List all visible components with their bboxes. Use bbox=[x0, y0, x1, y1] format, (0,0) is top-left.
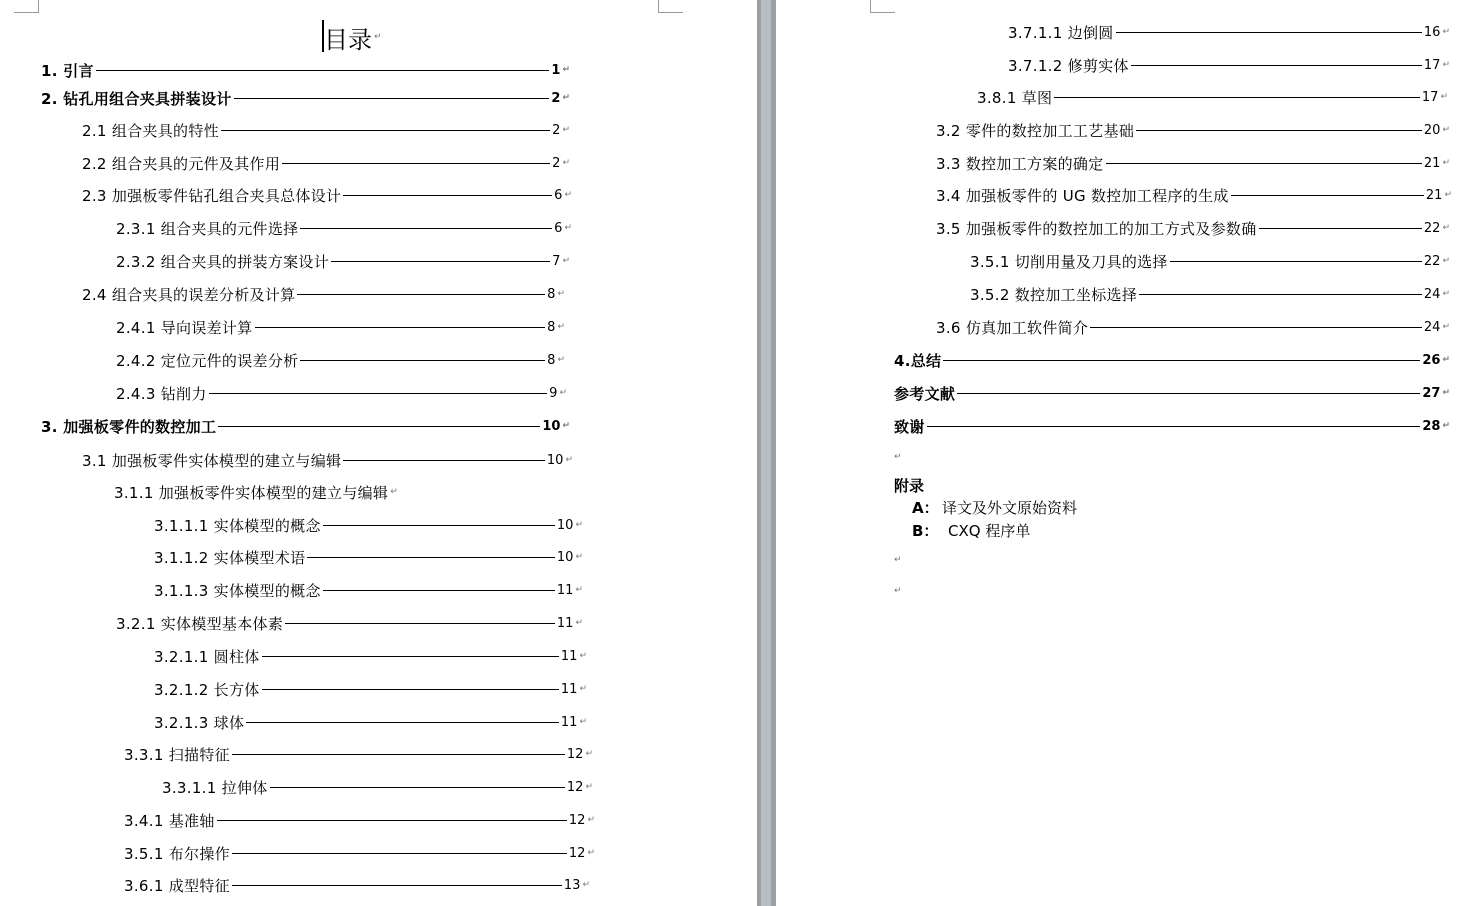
toc-entry-label: 2.2 组合夹具的元件及其作用 bbox=[82, 154, 281, 173]
crop-mark-top-left bbox=[14, 0, 39, 13]
toc-entry[interactable] bbox=[82, 119, 570, 141]
toc-page-number: 22 bbox=[1423, 220, 1441, 236]
toc-leader-line bbox=[246, 722, 559, 723]
paragraph-mark: ↵ bbox=[582, 880, 590, 890]
toc-page-number: 12 bbox=[566, 746, 584, 762]
toc-page-number: 21 bbox=[1425, 187, 1443, 203]
toc-entry-label: 1. 引言 bbox=[41, 61, 94, 80]
paragraph-mark: ↵ bbox=[1442, 256, 1450, 266]
paragraph-mark: ↵ bbox=[579, 717, 587, 727]
toc-entry-label: 4.总结 bbox=[894, 351, 942, 370]
toc-leader-line bbox=[957, 393, 1420, 394]
toc-leader-line bbox=[232, 754, 565, 755]
toc-leader-line bbox=[331, 261, 550, 262]
paragraph-mark: ↵ bbox=[1442, 355, 1450, 365]
toc-leader-line bbox=[300, 228, 552, 229]
toc-entry-label: 3.2.1 实体模型基本体素 bbox=[116, 614, 284, 633]
paragraph-mark: ↵ bbox=[562, 158, 570, 168]
toc-page-number: 28 bbox=[1422, 418, 1441, 434]
toc-leader-line bbox=[209, 393, 548, 394]
paragraph-mark: ↵ bbox=[1442, 421, 1450, 431]
toc-entry[interactable] bbox=[41, 415, 570, 437]
appendix-a-key: A： bbox=[912, 499, 939, 517]
toc-page-number: 9 bbox=[549, 385, 558, 401]
toc-page-number: 6 bbox=[554, 187, 563, 203]
toc-page-number: 10 bbox=[556, 549, 574, 565]
toc-page-number: 11 bbox=[560, 714, 578, 730]
toc-entry-label: 3.5 加强板零件的数控加工的加工方式及参数确 bbox=[936, 219, 1257, 238]
toc-entry-label: 3.2.1.3 球体 bbox=[154, 713, 245, 732]
toc-entry[interactable] bbox=[1008, 21, 1450, 43]
toc-page-number: 17 bbox=[1421, 89, 1439, 105]
toc-page-number: 8 bbox=[547, 352, 556, 368]
toc-entry[interactable] bbox=[114, 481, 430, 503]
toc-entry[interactable] bbox=[936, 152, 1450, 174]
gutter-shading bbox=[761, 0, 771, 906]
paragraph-mark: ↵ bbox=[575, 552, 583, 562]
toc-entry-label: 3.2 零件的数控加工工艺基础 bbox=[936, 121, 1135, 140]
paragraph-mark: ↵ bbox=[564, 190, 572, 200]
toc-leader-line bbox=[943, 360, 1420, 361]
toc-entry-label: 3.1.1.2 实体模型术语 bbox=[154, 548, 306, 567]
paragraph-mark: ↵ bbox=[1442, 322, 1450, 332]
paragraph-mark: ↵ bbox=[894, 452, 902, 462]
paragraph-mark: ↵ bbox=[390, 487, 398, 497]
paragraph-mark: ↵ bbox=[562, 256, 570, 266]
paragraph-mark: ↵ bbox=[1442, 158, 1450, 168]
paragraph-mark: ↵ bbox=[894, 586, 902, 596]
paragraph-mark: ↵ bbox=[587, 848, 595, 858]
paragraph-mark: ↵ bbox=[562, 421, 570, 431]
right-page bbox=[776, 0, 1464, 906]
toc-leader-line bbox=[343, 460, 545, 461]
toc-page-number: 12 bbox=[568, 812, 586, 828]
toc-entry[interactable] bbox=[82, 184, 572, 206]
toc-entry[interactable] bbox=[894, 349, 1450, 371]
toc-entry[interactable] bbox=[116, 217, 572, 239]
toc-leader-line bbox=[1054, 97, 1420, 98]
toc-entry-label: 3. 加强板零件的数控加工 bbox=[41, 417, 217, 436]
toc-entry[interactable] bbox=[154, 514, 583, 536]
paragraph-mark: ↵ bbox=[557, 322, 565, 332]
toc-entry-label: 3.5.2 数控加工坐标选择 bbox=[970, 285, 1138, 304]
toc-leader-line bbox=[323, 525, 555, 526]
toc-entry[interactable] bbox=[116, 349, 565, 371]
toc-entry-label: 3.4 加强板零件的 UG 数控加工程序的生成 bbox=[936, 186, 1229, 205]
toc-entry[interactable] bbox=[116, 612, 583, 634]
toc-page-number: 22 bbox=[1423, 253, 1441, 269]
paragraph-mark: ↵ bbox=[557, 355, 565, 365]
toc-leader-line bbox=[255, 327, 546, 328]
toc-entry-label: 2. 钻孔用组合夹具拼装设计 bbox=[41, 89, 232, 108]
toc-entry-label: 3.2.1.1 圆柱体 bbox=[154, 647, 260, 666]
toc-leader-line bbox=[270, 787, 565, 788]
paragraph-mark: ↵ bbox=[1444, 190, 1452, 200]
paragraph-mark: ↵ bbox=[559, 388, 567, 398]
toc-leader-line bbox=[234, 98, 550, 99]
toc-page-number: 20 bbox=[1423, 122, 1441, 138]
toc-entry-label: 3.1.1 加强板零件实体模型的建立与编辑 bbox=[114, 483, 389, 502]
toc-leader-line bbox=[218, 426, 540, 427]
toc-entry[interactable] bbox=[154, 579, 583, 601]
toc-page-number: 24 bbox=[1423, 319, 1441, 335]
paragraph-mark: ↵ bbox=[585, 749, 593, 759]
toc-entry-label: 2.4.3 钻削力 bbox=[116, 384, 207, 403]
toc-entry-label: 3.6.1 成型特征 bbox=[124, 876, 230, 895]
toc-entry-label: 3.4.1 基准轴 bbox=[124, 811, 215, 830]
toc-leader-line bbox=[297, 294, 545, 295]
paragraph-mark: ↵ bbox=[587, 815, 595, 825]
toc-page-number: 7 bbox=[552, 253, 561, 269]
toc-page-number: 10 bbox=[556, 517, 574, 533]
toc-page-number: 12 bbox=[566, 779, 584, 795]
toc-entry-label: 2.3.2 组合夹具的拼装方案设计 bbox=[116, 252, 330, 271]
toc-page-number: 24 bbox=[1423, 286, 1441, 302]
toc-leader-line bbox=[1259, 228, 1422, 229]
toc-entry[interactable] bbox=[936, 217, 1450, 239]
toc-entry[interactable] bbox=[154, 645, 587, 667]
toc-page-number: 11 bbox=[556, 582, 574, 598]
toc-entry-label: 致谢 bbox=[894, 417, 925, 436]
paragraph-mark: ↵ bbox=[1442, 27, 1450, 37]
toc-leader-line bbox=[307, 557, 554, 558]
toc-entry[interactable] bbox=[116, 382, 567, 404]
toc-page-number: 11 bbox=[556, 615, 574, 631]
toc-leader-line bbox=[927, 426, 1421, 427]
paragraph-mark: ↵ bbox=[557, 289, 565, 299]
paragraph-mark: ↵ bbox=[894, 555, 902, 565]
toc-page-number: 27 bbox=[1422, 385, 1441, 401]
toc-entry-label: 3.3 数控加工方案的确定 bbox=[936, 154, 1104, 173]
toc-entry-label: 3.1.1.1 实体模型的概念 bbox=[154, 516, 321, 535]
paragraph-mark: ↵ bbox=[575, 520, 583, 530]
paragraph-mark: ↵ bbox=[575, 585, 583, 595]
toc-leader-line bbox=[217, 820, 567, 821]
toc-page-number: 10 bbox=[542, 418, 561, 434]
toc-leader-line bbox=[282, 163, 550, 164]
toc-page-number: 12 bbox=[568, 845, 586, 861]
crop-mark-top-right bbox=[658, 0, 683, 13]
toc-entry-label: 3.5.1 布尔操作 bbox=[124, 844, 230, 863]
toc-page-number: 21 bbox=[1423, 155, 1441, 171]
toc-page-number: 1 bbox=[551, 62, 561, 78]
paragraph-mark: ↵ bbox=[575, 618, 583, 628]
toc-entry-label: 3.2.1.2 长方体 bbox=[154, 680, 260, 699]
toc-page-number: 2 bbox=[552, 155, 561, 171]
toc-entry[interactable] bbox=[154, 678, 587, 700]
toc-entry[interactable] bbox=[124, 842, 595, 864]
toc-page-number: 11 bbox=[560, 681, 578, 697]
toc-entry[interactable] bbox=[82, 449, 573, 471]
paragraph-mark: ↵ bbox=[562, 93, 570, 103]
toc-entry-label: 3.1 加强板零件实体模型的建立与编辑 bbox=[82, 451, 342, 470]
toc-entry-label: 3.1.1.3 实体模型的概念 bbox=[154, 581, 321, 600]
toc-leader-line bbox=[1116, 32, 1422, 33]
toc-leader-line bbox=[262, 656, 559, 657]
toc-entry[interactable] bbox=[1008, 54, 1450, 76]
toc-entry[interactable] bbox=[82, 283, 565, 305]
toc-page-number: 8 bbox=[547, 286, 556, 302]
toc-page-number: 6 bbox=[554, 220, 563, 236]
paragraph-mark: ↵ bbox=[1442, 289, 1450, 299]
paragraph-mark: ↵ bbox=[1442, 60, 1450, 70]
toc-entry[interactable] bbox=[894, 415, 1450, 437]
toc-leader-line bbox=[1139, 294, 1422, 295]
toc-entry[interactable] bbox=[970, 283, 1450, 305]
toc-leader-line bbox=[285, 623, 555, 624]
toc-entry-label: 2.3 加强板零件钻孔组合夹具总体设计 bbox=[82, 186, 342, 205]
toc-entry[interactable] bbox=[970, 250, 1450, 272]
toc-leader-line bbox=[343, 195, 552, 196]
toc-entry[interactable] bbox=[82, 152, 570, 174]
toc-entry[interactable] bbox=[977, 86, 1448, 108]
toc-page-number: 8 bbox=[547, 319, 556, 335]
paragraph-mark: ↵ bbox=[585, 782, 593, 792]
toc-entry[interactable] bbox=[894, 382, 1450, 404]
toc-page-number: 13 bbox=[563, 877, 581, 893]
toc-entry[interactable] bbox=[116, 250, 570, 272]
paragraph-mark: ↵ bbox=[579, 651, 587, 661]
toc-leader-line bbox=[1136, 130, 1422, 131]
toc-entry[interactable] bbox=[124, 743, 593, 765]
toc-page-number: 2 bbox=[551, 90, 561, 106]
toc-leader-line bbox=[1131, 65, 1422, 66]
toc-entry[interactable] bbox=[124, 874, 590, 896]
toc-entry[interactable] bbox=[154, 546, 583, 568]
toc-leader-line bbox=[232, 885, 562, 886]
appendix-b-key: B： bbox=[912, 522, 939, 540]
toc-entry-label: 2.4 组合夹具的误差分析及计算 bbox=[82, 285, 296, 304]
toc-entry-label: 参考文献 bbox=[894, 384, 956, 403]
paragraph-mark: ↵ bbox=[374, 32, 382, 42]
toc-page-number: 10 bbox=[546, 452, 564, 468]
toc-entry-label: 3.3.1.1 拉伸体 bbox=[162, 778, 268, 797]
toc-entry-label: 3.8.1 草图 bbox=[977, 88, 1053, 107]
paragraph-mark: ↵ bbox=[1442, 223, 1450, 233]
toc-page-number: 2 bbox=[552, 122, 561, 138]
toc-entry-label: 3.3.1 扫描特征 bbox=[124, 745, 230, 764]
toc-entry[interactable] bbox=[154, 711, 587, 733]
toc-leader-line bbox=[96, 70, 550, 71]
paragraph-mark: ↵ bbox=[562, 65, 570, 75]
toc-title[interactable]: 目录 bbox=[324, 26, 372, 54]
toc-entry-label: 3.5.1 切削用量及刀具的选择 bbox=[970, 252, 1168, 271]
paragraph-mark: ↵ bbox=[564, 223, 572, 233]
toc-entry-label: 2.4.2 定位元件的误差分析 bbox=[116, 351, 299, 370]
toc-entry[interactable] bbox=[116, 316, 565, 338]
toc-entry-label: 2.3.1 组合夹具的元件选择 bbox=[116, 219, 299, 238]
toc-entry[interactable] bbox=[162, 776, 593, 798]
toc-entry[interactable] bbox=[936, 316, 1450, 338]
toc-page-number: 16 bbox=[1423, 24, 1441, 40]
toc-page-number: 11 bbox=[560, 648, 578, 664]
toc-leader-line bbox=[1090, 327, 1422, 328]
toc-entry-label: 2.1 组合夹具的特性 bbox=[82, 121, 219, 140]
toc-entry-label: 3.6 仿真加工软件简介 bbox=[936, 318, 1089, 337]
appendix-heading[interactable]: 附录 bbox=[894, 477, 925, 495]
paragraph-mark: ↵ bbox=[1442, 388, 1450, 398]
paragraph-mark: ↵ bbox=[579, 684, 587, 694]
toc-leader-line bbox=[1231, 195, 1424, 196]
appendix-a-text[interactable]: 译文及外文原始资料 bbox=[942, 499, 1078, 517]
page-gutter bbox=[757, 0, 776, 906]
paragraph-mark: ↵ bbox=[562, 125, 570, 135]
crop-mark-top-left bbox=[870, 0, 895, 13]
toc-leader-line bbox=[221, 130, 550, 131]
toc-page-number: 17 bbox=[1423, 57, 1441, 73]
paragraph-mark: ↵ bbox=[1440, 92, 1448, 102]
toc-entry-label: 3.7.1.2 修剪实体 bbox=[1008, 56, 1129, 75]
toc-entry[interactable] bbox=[124, 809, 595, 831]
toc-leader-line bbox=[262, 689, 559, 690]
appendix-b-text[interactable]: CXQ 程序单 bbox=[948, 522, 1031, 540]
toc-leader-line bbox=[232, 853, 567, 854]
toc-entry[interactable] bbox=[41, 87, 570, 109]
toc-entry[interactable] bbox=[936, 184, 1452, 206]
toc-leader-line bbox=[1170, 261, 1422, 262]
toc-page-number: 26 bbox=[1422, 352, 1441, 368]
paragraph-mark: ↵ bbox=[1442, 125, 1450, 135]
toc-entry[interactable] bbox=[41, 59, 570, 81]
toc-leader-line bbox=[300, 360, 545, 361]
toc-leader-line bbox=[323, 590, 555, 591]
toc-entry-label: 2.4.1 导向误差计算 bbox=[116, 318, 253, 337]
toc-leader-line bbox=[1106, 163, 1422, 164]
toc-entry-label: 3.7.1.1 边倒圆 bbox=[1008, 23, 1114, 42]
toc-entry[interactable] bbox=[936, 119, 1450, 141]
paragraph-mark: ↵ bbox=[565, 455, 573, 465]
